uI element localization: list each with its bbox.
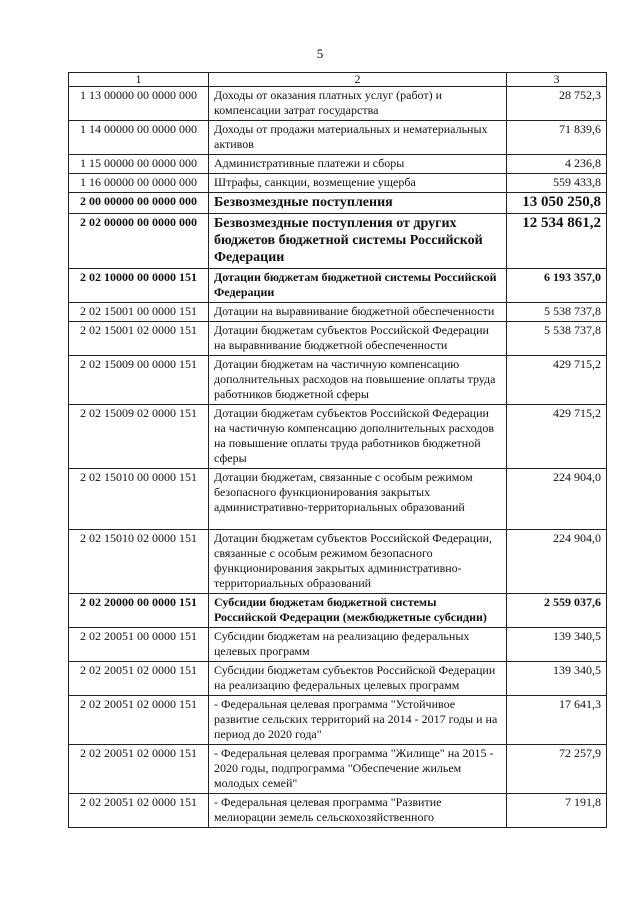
- revenue-amount: 17 641,3: [507, 696, 607, 745]
- revenue-name: - Федеральная целевая программа "Развитие мелиорации земель сельскохозяйственного: [209, 794, 507, 828]
- revenue-code: 2 02 20000 00 0000 151: [69, 594, 209, 628]
- table-row: [69, 662, 607, 696]
- table-row: [69, 696, 607, 745]
- table-row: [69, 469, 607, 530]
- revenue-name: Дотации бюджетам, связанные с особым режимом безопасного функционирования закрытых административно-территориальных образований: [209, 469, 507, 530]
- revenue-amount: 13 050 250,8: [507, 193, 607, 214]
- table-row: [69, 356, 607, 405]
- table-row: [69, 193, 607, 214]
- table-header-row: [69, 73, 607, 87]
- revenue-amount: 7 191,8: [507, 794, 607, 828]
- table-row: [69, 269, 607, 303]
- revenue-name: Субсидии бюджетам бюджетной системы Российской Федерации (межбюджетные субсидии): [209, 594, 507, 628]
- page-number: 5: [316, 46, 324, 61]
- revenue-code: 2 02 20051 02 0000 151: [69, 745, 209, 794]
- revenue-name: Дотации бюджетам на частичную компенсацию дополнительных расходов на повышение оплаты труда работников бюджетной сферы: [209, 356, 507, 405]
- table-row: [69, 594, 607, 628]
- table-row: [69, 745, 607, 794]
- revenue-name: Административные платежи и сборы: [209, 155, 507, 174]
- header-col-1: 1: [69, 73, 209, 87]
- revenue-code: 2 00 00000 00 0000 000: [69, 193, 209, 214]
- revenue-name: Доходы от продажи материальных и нематериальных активов: [209, 121, 507, 155]
- header-col-2: 2: [209, 73, 507, 87]
- table-row: [69, 121, 607, 155]
- revenue-name: Доходы от оказания платных услуг (работ) и компенсации затрат государства: [209, 87, 507, 121]
- revenue-amount: 224 904,0: [507, 530, 607, 594]
- revenue-amount: 2 559 037,6: [507, 594, 607, 628]
- revenue-code: 2 02 15009 00 0000 151: [69, 356, 209, 405]
- revenue-amount: 139 340,5: [507, 662, 607, 696]
- revenue-name: Дотации бюджетам субъектов Российской Федерации, связанные с особым режимом безопасного функционирования закрытых административно-территориальных образований: [209, 530, 507, 594]
- revenue-name: Дотации бюджетам субъектов Российской Федерации на частичную компенсацию дополнительных расходов на повышение оплаты труда работников бюджетной сферы: [209, 405, 507, 469]
- revenue-code: 1 13 00000 00 0000 000: [69, 87, 209, 121]
- revenue-code: 1 16 00000 00 0000 000: [69, 174, 209, 193]
- revenue-amount: 5 538 737,8: [507, 303, 607, 322]
- table-row: [69, 322, 607, 356]
- revenue-code: 2 02 15010 00 0000 151: [69, 469, 209, 530]
- revenue-code: 2 02 15001 00 0000 151: [69, 303, 209, 322]
- revenue-name: Субсидии бюджетам на реализацию федеральных целевых программ: [209, 628, 507, 662]
- revenue-name: Субсидии бюджетам субъектов Российской Федерации на реализацию федеральных целевых программ: [209, 662, 507, 696]
- table-row: [69, 794, 607, 828]
- revenue-name: Дотации бюджетам бюджетной системы Российской Федерации: [209, 269, 507, 303]
- revenue-amount: 224 904,0: [507, 469, 607, 530]
- revenue-amount: 72 257,9: [507, 745, 607, 794]
- revenue-code: 2 02 20051 02 0000 151: [69, 696, 209, 745]
- table-row: [69, 405, 607, 469]
- revenue-name: - Федеральная целевая программа "Жилище" на 2015 - 2020 годы, подпрограмма "Обеспечение жильем молодых семей": [209, 745, 507, 794]
- table-row: [69, 87, 607, 121]
- revenue-amount: 28 752,3: [507, 87, 607, 121]
- revenue-name: Штрафы, санкции, возмещение ущерба: [209, 174, 507, 193]
- revenue-amount: 12 534 861,2: [507, 214, 607, 269]
- revenue-amount: 429 715,2: [507, 405, 607, 469]
- revenue-amount: 5 538 737,8: [507, 322, 607, 356]
- table-row: [69, 303, 607, 322]
- table-row: [69, 155, 607, 174]
- revenue-amount: 6 193 357,0: [507, 269, 607, 303]
- table-row: [69, 530, 607, 594]
- table-row: [69, 214, 607, 269]
- revenue-name: Безвозмездные поступления: [209, 193, 507, 214]
- revenue-amount: 429 715,2: [507, 356, 607, 405]
- revenue-code: 2 02 20051 02 0000 151: [69, 794, 209, 828]
- revenue-amount: 4 236,8: [507, 155, 607, 174]
- revenue-code: 2 02 15001 02 0000 151: [69, 322, 209, 356]
- table-row: [69, 174, 607, 193]
- revenue-code: 2 02 15009 02 0000 151: [69, 405, 209, 469]
- revenue-name: Безвозмездные поступления от других бюджетов бюджетной системы Российской Федерации: [209, 214, 507, 269]
- revenue-code: 2 02 20051 02 0000 151: [69, 662, 209, 696]
- revenue-amount: 559 433,8: [507, 174, 607, 193]
- revenue-code: 1 14 00000 00 0000 000: [69, 121, 209, 155]
- revenue-name: - Федеральная целевая программа "Устойчивое развитие сельских территорий на 2014 - 2017 годы и на период до 2020 года": [209, 696, 507, 745]
- table-row: [69, 628, 607, 662]
- revenue-code: 2 02 00000 00 0000 000: [69, 214, 209, 269]
- revenue-amount: 139 340,5: [507, 628, 607, 662]
- revenue-amount: 71 839,6: [507, 121, 607, 155]
- revenue-code: 2 02 15010 02 0000 151: [69, 530, 209, 594]
- revenue-code: 2 02 10000 00 0000 151: [69, 269, 209, 303]
- header-col-3: 3: [507, 73, 607, 87]
- revenue-name: Дотации на выравнивание бюджетной обеспеченности: [209, 303, 507, 322]
- budget-revenue-table: [68, 72, 607, 828]
- revenue-name: Дотации бюджетам субъектов Российской Федерации на выравнивание бюджетной обеспеченности: [209, 322, 507, 356]
- revenue-code: 1 15 00000 00 0000 000: [69, 155, 209, 174]
- revenue-code: 2 02 20051 00 0000 151: [69, 628, 209, 662]
